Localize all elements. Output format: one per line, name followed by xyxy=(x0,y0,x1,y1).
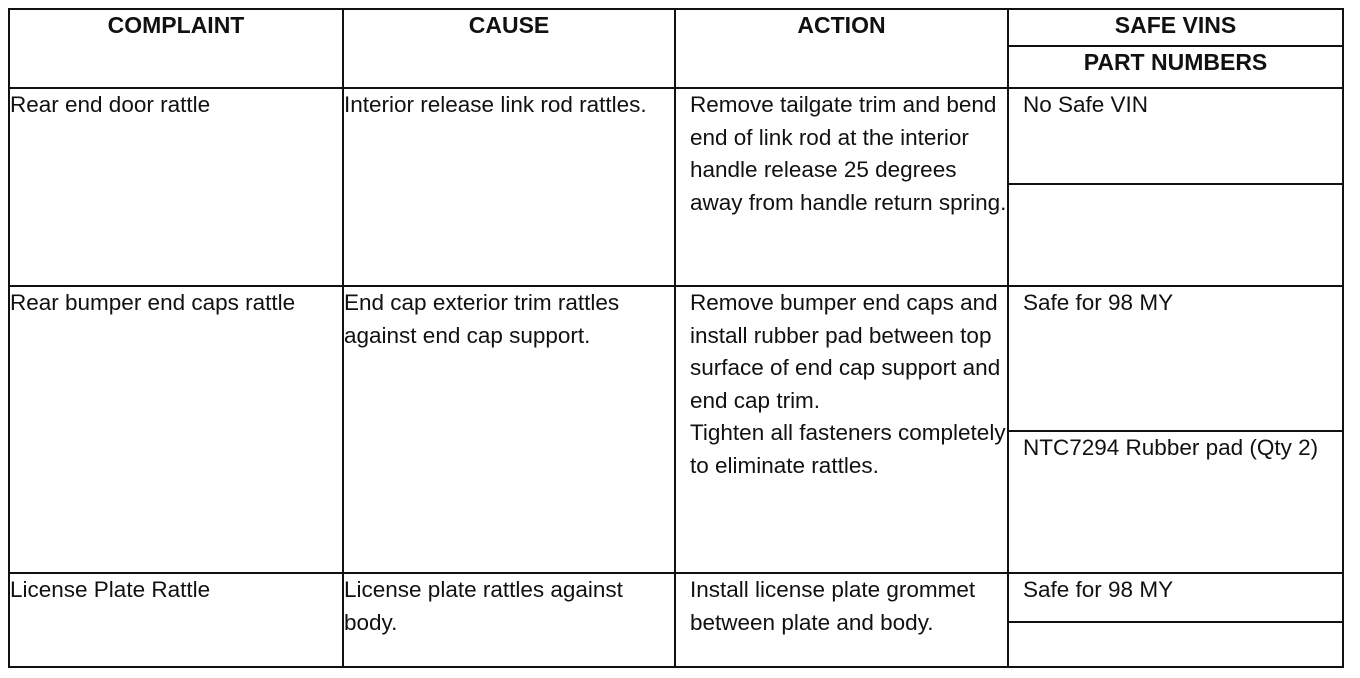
part-number-cell: NTC7294 Rubber pad (Qty 2) xyxy=(1008,431,1343,573)
action-text-2: Tighten all fasteners completely to eliminate rattles. xyxy=(690,420,1006,478)
part-number-cell xyxy=(1008,622,1343,667)
safe-vins-header: SAFE VINS xyxy=(1008,9,1343,46)
complaint-cell: Rear end door rattle xyxy=(9,88,343,286)
action-text: Remove bumper end caps and install rubber pad between top surface of end cap support and end cap trim. xyxy=(690,290,1001,413)
action-header: ACTION xyxy=(675,9,1008,88)
safe-vin-cell: No Safe VIN xyxy=(1008,88,1343,184)
cause-cell: Interior release link rod rattles. xyxy=(343,88,675,286)
complaint-header: COMPLAINT xyxy=(9,9,343,88)
action-cell: Install license plate grommet between plate and body. xyxy=(675,573,1008,667)
cause-cell: End cap exterior trim rattles against end cap support. xyxy=(343,286,675,573)
action-cell: Remove tailgate trim and bend end of link rod at the interior handle release 25 degrees away from handle return spring. xyxy=(675,88,1008,286)
complaint-cell: License Plate Rattle xyxy=(9,573,343,667)
part-number-cell xyxy=(1008,184,1343,286)
table-row xyxy=(9,286,1343,431)
header-row-1 xyxy=(9,9,1343,46)
cause-cell: License plate rattles against body. xyxy=(343,573,675,667)
complaint-cell: Rear bumper end caps rattle xyxy=(9,286,343,573)
complaint-table xyxy=(8,8,1344,668)
safe-vin-cell: Safe for 98 MY xyxy=(1008,286,1343,431)
part-numbers-header: PART NUMBERS xyxy=(1008,46,1343,88)
table-row xyxy=(9,88,1343,184)
action-cell xyxy=(675,286,1008,573)
table-row xyxy=(9,573,1343,622)
safe-vin-cell: Safe for 98 MY xyxy=(1008,573,1343,622)
cause-header: CAUSE xyxy=(343,9,675,88)
